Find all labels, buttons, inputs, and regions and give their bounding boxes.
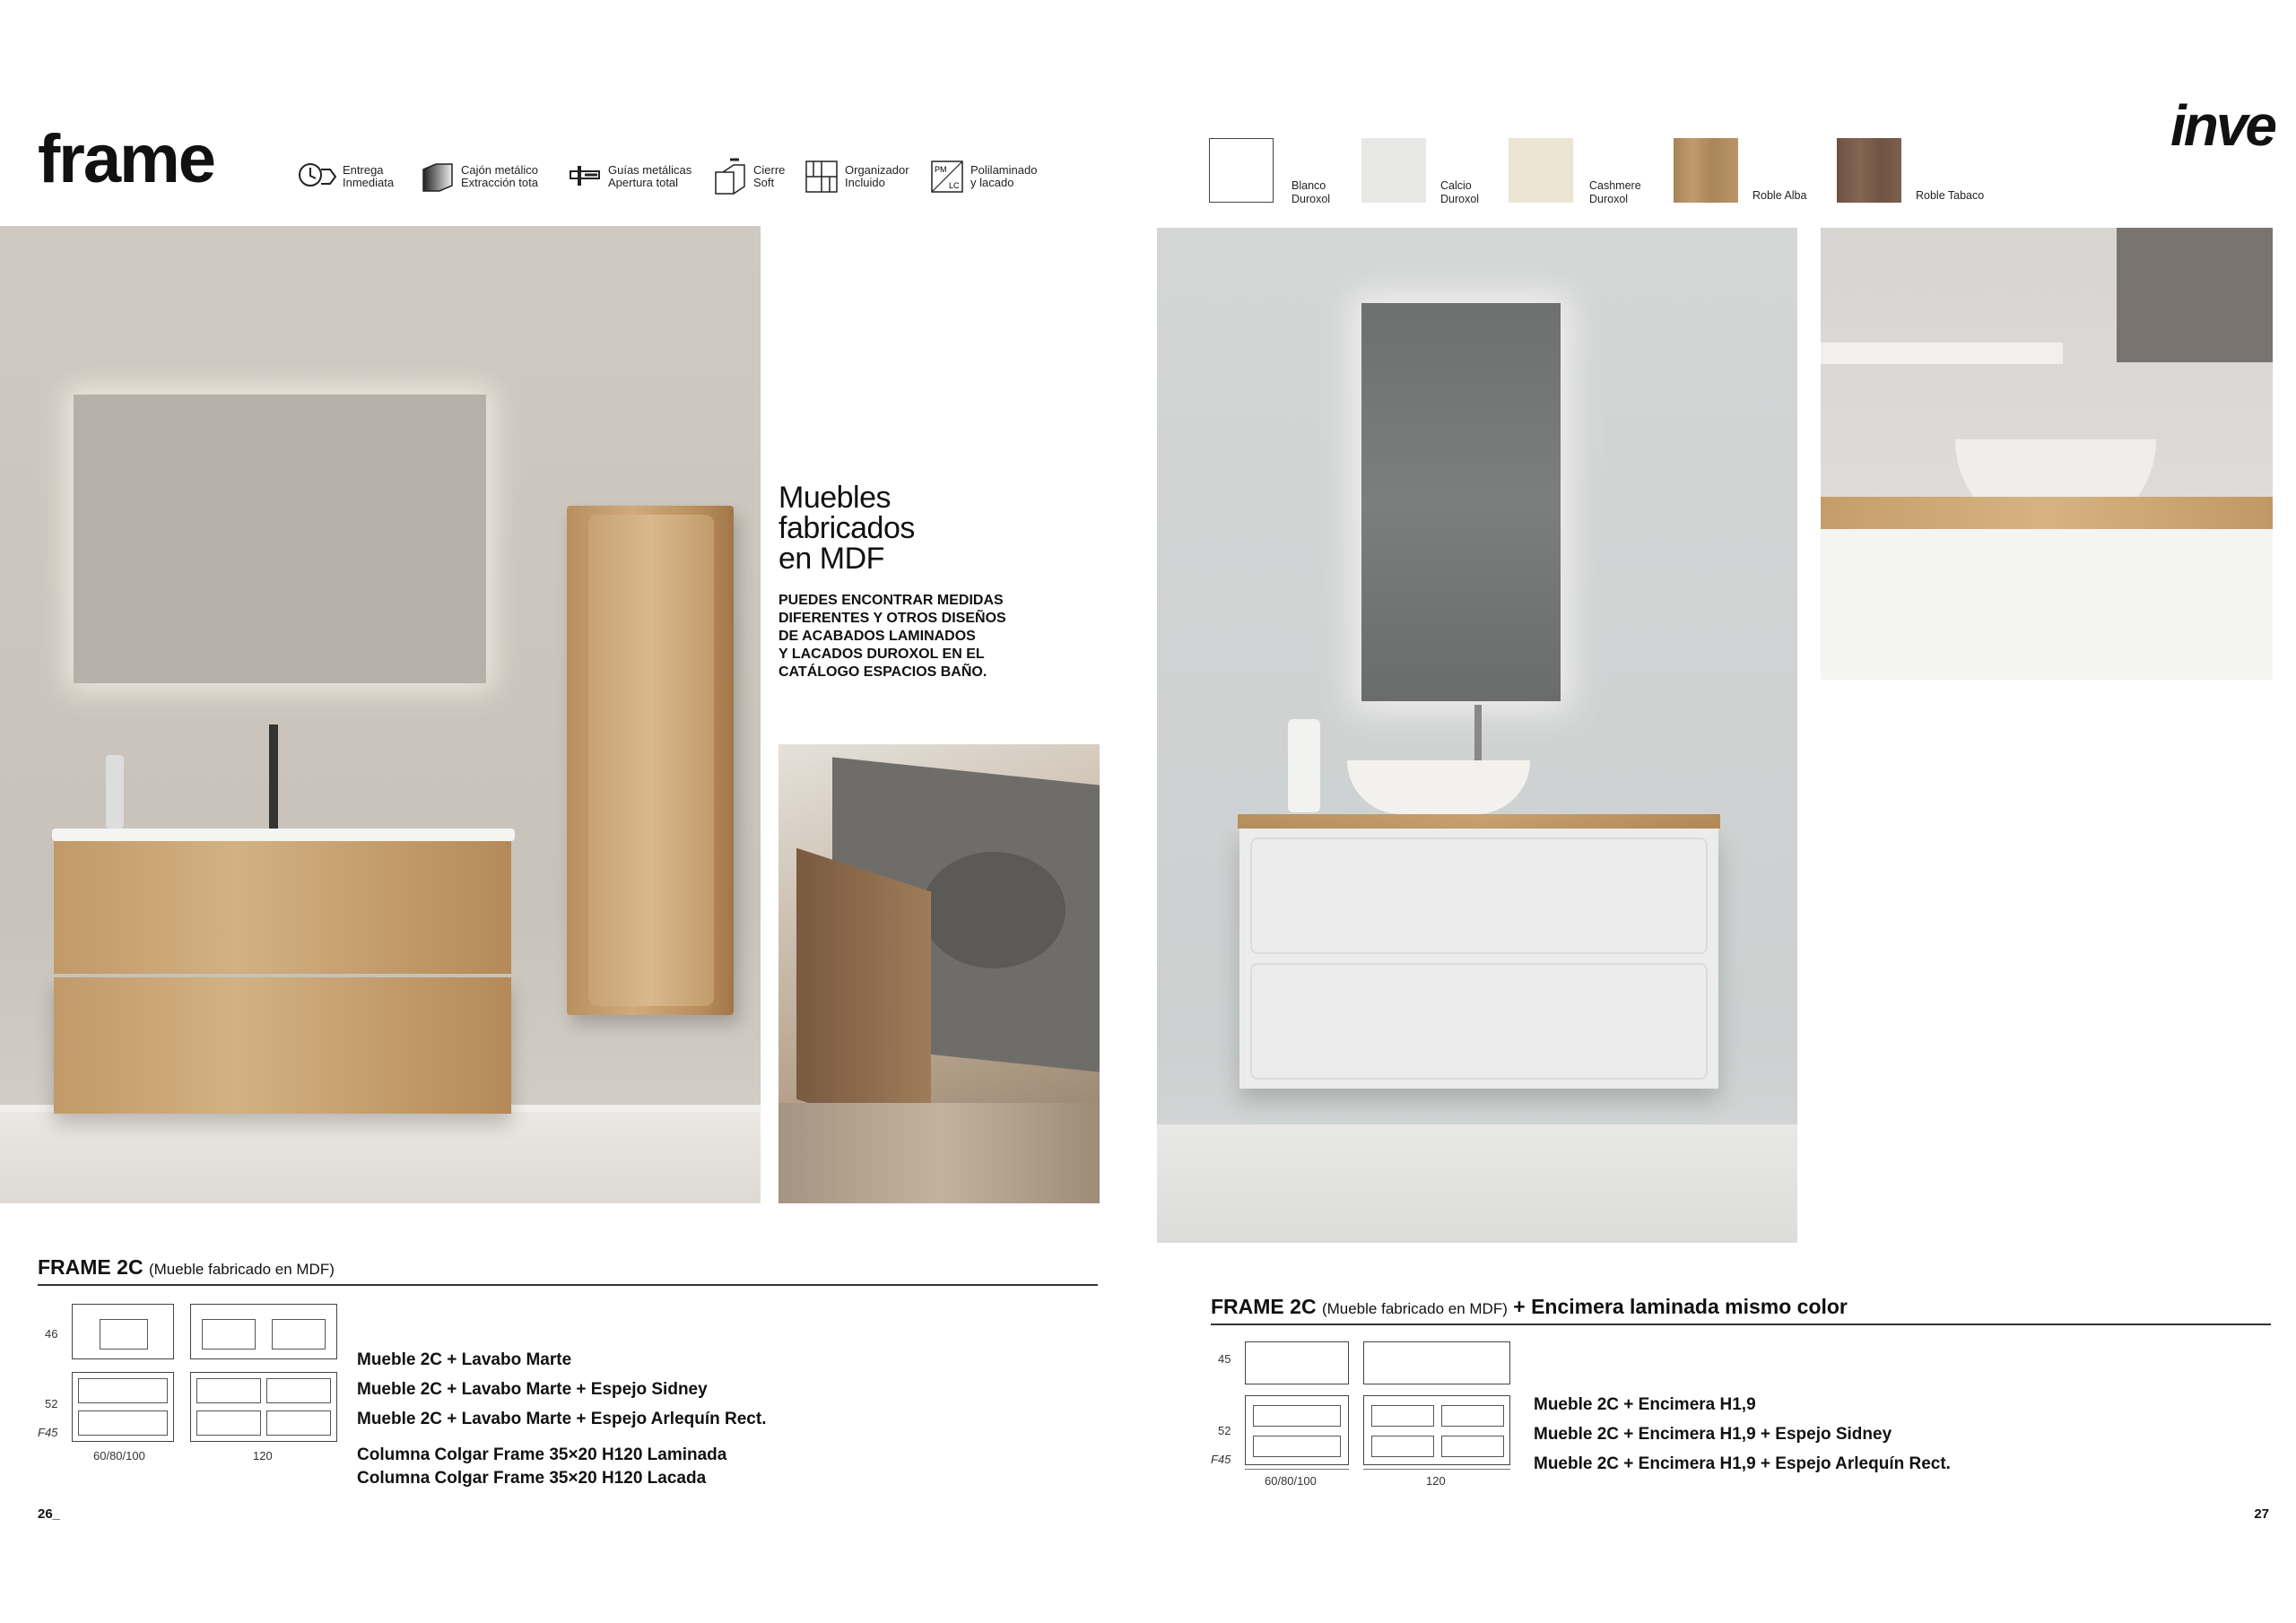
plan-single [72, 1304, 174, 1359]
left-divider [38, 1284, 1098, 1286]
inve-logo: inve [2170, 93, 2274, 158]
vessel-basin [1347, 760, 1530, 814]
drawer-open [796, 848, 931, 1143]
photo-white-vanity [1157, 228, 1797, 1243]
shelf [1821, 343, 2063, 364]
plan-single [1245, 1341, 1349, 1384]
faucet [269, 725, 278, 829]
product-item: Columna Colgar Frame 35×20 H120 Lacada [357, 1469, 707, 1488]
swatch-roble-alba [1674, 138, 1738, 203]
plan-double [1363, 1341, 1510, 1384]
front-single [1245, 1395, 1349, 1465]
product-item: Mueble 2C + Lavabo Marte [357, 1350, 572, 1369]
product-item: Mueble 2C + Encimera H1,9 [1534, 1395, 1756, 1414]
parquet [778, 1103, 1100, 1203]
swatch-label-calcio: Calcio Duroxol [1440, 179, 1480, 205]
drawer-bottom [1250, 963, 1708, 1080]
page-number-right: 27 [2254, 1506, 2269, 1522]
product-item: Mueble 2C + Encimera H1,9 + Espejo Arlequín Rect. [1534, 1454, 1951, 1473]
front-single [72, 1372, 174, 1442]
swatch-roble-tabaco [1837, 138, 1901, 203]
drawer-top [1250, 838, 1708, 954]
basin [922, 852, 1065, 968]
svg-text:PM: PM [935, 165, 947, 174]
swatch-label-blanco: Blanco Duroxol [1292, 179, 1331, 205]
washbasin-top [52, 829, 515, 841]
faucet [1474, 705, 1482, 760]
photo-open-drawer [778, 744, 1100, 1203]
swatch-cashmere [1509, 138, 1573, 203]
svg-text:LC: LC [949, 181, 960, 190]
left-column-list [357, 1444, 726, 1490]
headline: Muebles fabricados en MDF [778, 481, 915, 576]
vanity [50, 829, 517, 1203]
drawer-top [54, 841, 511, 974]
left-dimension-drawing: 46 52 F45 60/80/100 120 [38, 1300, 343, 1471]
front-double [1363, 1395, 1510, 1465]
feature-organizer: Organizador Incluido [804, 154, 909, 199]
photo-wood-vanity [0, 226, 761, 1203]
caption: PUEDES ENCONTRAR MEDIDAS DIFERENTES Y OTROS DISEÑOS DE ACABADOS LAMINADOS Y LACADOS DUROXOL EN EL CATÁLOGO ESPACIOS BAÑO. [778, 593, 1006, 680]
swatch-calcio [1361, 138, 1426, 203]
mirror [1361, 303, 1561, 701]
vanity-body [1239, 829, 1718, 1089]
metal-guide-icon [567, 159, 603, 195]
page-number-left: 26_ [38, 1506, 61, 1522]
metal-drawer-icon [420, 159, 456, 195]
right-divider [1211, 1324, 2271, 1325]
drawer-bottom [54, 977, 511, 1114]
product-item: Mueble 2C + Encimera H1,9 + Espejo Sidney [1534, 1425, 1892, 1444]
swatch-blanco [1209, 138, 1274, 203]
clock-truck-icon [296, 159, 337, 195]
organizer-icon [804, 159, 839, 195]
countertop [1238, 814, 1720, 829]
soap-bottle [1288, 719, 1320, 812]
countertop [1821, 497, 2273, 529]
left-product-list [357, 1345, 766, 1434]
front-double [190, 1372, 337, 1442]
brand-title: frame [38, 121, 214, 197]
product-item: Mueble 2C + Lavabo Marte + Espejo Sidney [357, 1380, 708, 1399]
feature-soft-close: Cierre Soft [712, 154, 785, 199]
right-product-list [1534, 1390, 1951, 1479]
right-section-title: FRAME 2C (Mueble fabricado en MDF) + Encimera laminada mismo color [1211, 1295, 1848, 1318]
feature-metal-drawer: Cajón metálico Extracción tota [420, 154, 538, 199]
finish-icon [929, 159, 965, 195]
plan-double [190, 1304, 337, 1359]
wall-panel [2117, 228, 2273, 362]
soap-bottle [106, 755, 124, 829]
photo-basin-detail [1821, 228, 2273, 680]
feature-metal-guides: Guías metálicas Apertura total [567, 154, 691, 199]
swatch-label-roble-alba: Roble Alba [1752, 189, 1807, 202]
feature-finish: PM LC Polilaminado y lacado [929, 154, 1037, 199]
vanity-body [1821, 529, 2273, 680]
floor [1157, 1124, 1797, 1243]
mirror [74, 395, 486, 683]
swatch-label-roble-tabaco: Roble Tabaco [1916, 189, 1985, 202]
left-section-title: FRAME 2C (Mueble fabricado en MDF) [38, 1255, 335, 1279]
soft-close-icon [712, 156, 748, 197]
product-item: Mueble 2C + Lavabo Marte + Espejo Arlequín Rect. [357, 1410, 767, 1428]
tall-column [567, 506, 734, 1015]
feature-delivery: Entrega Inmediata [296, 154, 394, 199]
product-item: Columna Colgar Frame 35×20 H120 Laminada [357, 1445, 727, 1464]
swatch-label-cashmere: Cashmere Duroxol [1589, 179, 1641, 205]
right-dimension-drawing: 45 52 F45 60/80/100 120 [1211, 1341, 1516, 1512]
column-panel [588, 515, 714, 1006]
